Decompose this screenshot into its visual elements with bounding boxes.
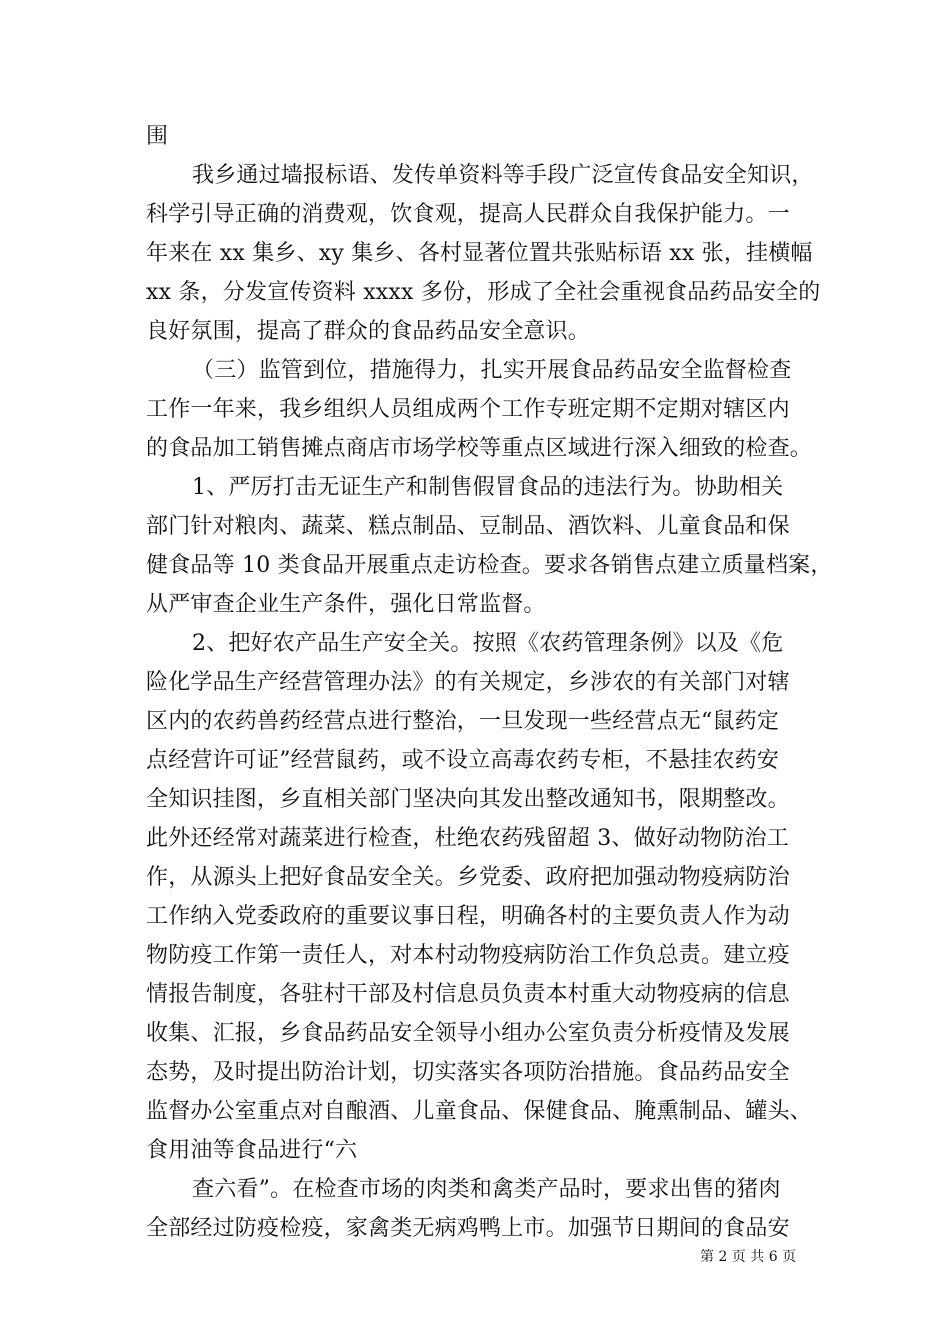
text-line: 查六看”。在检查市场的肉类和禽类产品时，要求出售的猪肉	[192, 1177, 781, 1202]
text-line: 全知识挂图，乡直相关部门坚决向其发出整改通知书，限期整改。	[146, 787, 790, 812]
text-line: 物防疫工作第一责任人，对本村动物疫病防治工作负总责。建立疫	[146, 943, 790, 968]
text-line: 险化学品生产经营管理办法》的有关规定，乡涉农的有关部门对辖	[146, 670, 790, 695]
text-line: 食用油等食品进行“六	[146, 1138, 358, 1163]
text-line: 的食品加工销售摊点商店市场学校等重点区域进行深入细致的检查。	[146, 436, 813, 461]
page-number: 第 2 页 共 6 页	[700, 1249, 797, 1265]
text-line: 1、严厉打击无证生产和制售假冒食品的违法行为。协助相关	[192, 475, 784, 500]
text-line: 科学引导正确的消费观，饮食观，提高人民群众自我保护能力。一	[146, 202, 790, 227]
text-line: 监督办公室重点对自酿酒、儿童食品、保健食品、腌熏制品、罐头、	[146, 1099, 813, 1124]
text-line: 全部经过防疫检疫，家禽类无病鸡鸭上市。加强节日期间的食品安	[146, 1216, 790, 1241]
text-line: 工作一年来，我乡组织人员组成两个工作专班定期不定期对辖区内	[146, 397, 790, 422]
text-line: 年来在 xx 集乡、xy 集乡、各村显著位置共张贴标语 xx 张，挂横幅	[146, 241, 813, 266]
text-line: （三）监管到位，措施得力，扎实开展食品药品安全监督检查	[192, 358, 792, 383]
text-line: 围	[146, 124, 169, 149]
text-line: xx 条，分发宣传资料 xxxx 多份，形成了全社会重视食品药品安全的	[146, 280, 821, 305]
text-line: 态势，及时提出防治计划，切实落实各项防治措施。食品药品安全	[146, 1060, 790, 1085]
text-line: 良好氛围，提高了群众的食品药品安全意识。	[146, 319, 591, 344]
text-line: 收集、汇报，乡食品药品安全领导小组办公室负责分析疫情及发展	[146, 1021, 790, 1046]
text-line: 从严审查企业生产条件，强化日常监督。	[146, 592, 546, 617]
text-line: 工作纳入党委政府的重要议事日程，明确各村的主要负责人作为动	[146, 904, 790, 929]
text-line: 此外还经常对蔬菜进行检查，杜绝农药残留超 3、做好动物防治工	[146, 826, 789, 851]
text-line: 健食品等 10 类食品开展重点走访检查。要求各销售点建立质量档案，	[146, 553, 833, 578]
text-line: 点经营许可证”经营鼠药，或不设立高毒农药专柜，不悬挂农药安	[146, 748, 780, 773]
text-line: 作，从源头上把好食品安全关。乡党委、政府把加强动物疫病防治	[146, 865, 790, 890]
text-line: 情报告制度，各驻村干部及村信息员负责本村重大动物疫病的信息	[146, 982, 790, 1007]
text-line: 部门针对粮肉、蔬菜、糕点制品、豆制品、酒饮料、儿童食品和保	[146, 514, 790, 539]
text-line: 我乡通过墙报标语、发传单资料等手段广泛宣传食品安全知识，	[192, 163, 814, 188]
text-line: 区内的农药兽药经营点进行整治，一旦发现一些经营点无“鼠药定	[146, 709, 780, 734]
text-line: 2、把好农产品生产安全关。按照《农药管理条例》以及《危	[192, 631, 784, 656]
